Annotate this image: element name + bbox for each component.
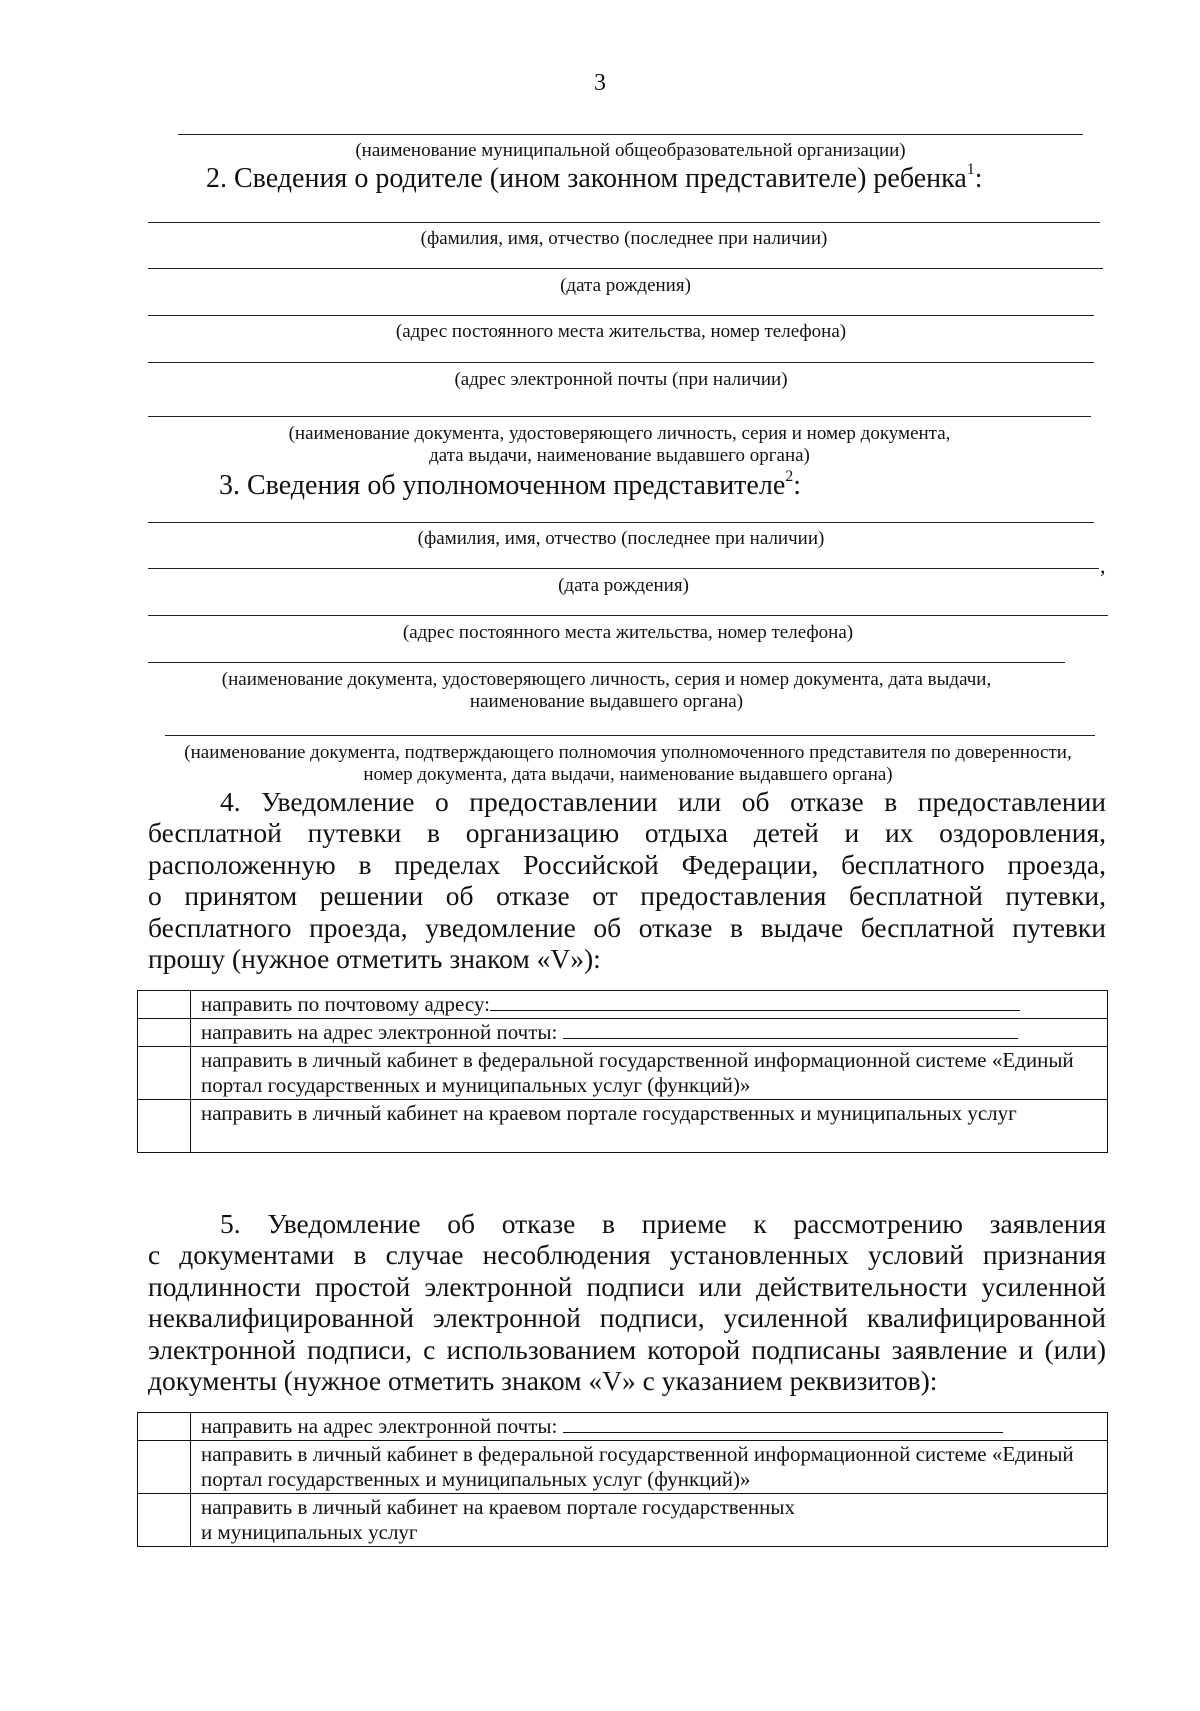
- parent-id-caption-line1: (наименование документа, удостоверяющего личность, серия и номер документа,: [288, 423, 951, 444]
- section5-line: подлинности простой электронной подписи или действительности усиленной: [148, 1270, 1106, 1302]
- section4-line: бесплатной путевки в организацию отдыха детей и их оздоровления,: [148, 817, 1106, 849]
- rep-authority-document-caption: [148, 742, 1108, 786]
- section4-options-table: [137, 990, 1108, 1153]
- section5-line: с документами в случае несоблюдения установленных условий признания: [148, 1239, 1106, 1271]
- checkbox-gosuslugi[interactable]: [138, 1047, 191, 1100]
- option-row-regional-portal: [138, 1494, 1108, 1547]
- rep-id-document-line[interactable]: [148, 662, 1065, 663]
- option-cell: [191, 1494, 1108, 1547]
- option-label-gosuslugi: направить в личный кабинет в федеральной государственной информационной системе «Единый портал государственных и муниципальных услуг (функций)»: [191, 1441, 1108, 1494]
- footnote-mark-2: 2: [785, 468, 794, 485]
- parent-id-document-caption: [148, 423, 1091, 467]
- checkbox-gosuslugi[interactable]: [138, 1441, 191, 1494]
- parent-dob-caption: (дата рождения): [560, 275, 691, 296]
- rep-authority-caption-line1: (наименование документа, подтверждающего полномочия уполномоченного представителя по доверенности,: [184, 742, 1072, 763]
- section2-colon: :: [974, 163, 983, 194]
- option-row-gosuslugi: [138, 1047, 1108, 1100]
- option-label-email: направить на адрес электронной почты:: [201, 1414, 558, 1438]
- option-label-email: направить на адрес электронной почты:: [201, 1020, 558, 1044]
- rep-authority-caption-line2: номер документа, дата выдачи, наименование выдавшего органа): [363, 764, 893, 785]
- email-address-field[interactable]: [563, 1414, 1003, 1433]
- parent-email-caption: (адрес электронной почты (при наличии): [454, 369, 788, 390]
- rep-dob-comma: ,: [1100, 553, 1106, 578]
- parent-address-line[interactable]: [148, 315, 1094, 316]
- rep-authority-document-line[interactable]: [165, 735, 1095, 736]
- option-label-gosuslugi: направить в личный кабинет в федеральной государственной информационной системе «Единый портал государственных и муниципальных услуг (функций)»: [191, 1047, 1108, 1100]
- checkbox-regional-portal[interactable]: [138, 1494, 191, 1547]
- section4-line: прошу (нужное отметить знаком «V»):: [148, 943, 601, 975]
- parent-id-caption-line2: дата выдачи, наименование выдавшего органа): [429, 445, 810, 466]
- org-name-line[interactable]: [178, 134, 1083, 135]
- org-name-caption: (наименование муниципальной общеобразовательной организации): [355, 140, 906, 161]
- parent-dob-line[interactable]: [148, 268, 1103, 269]
- footnote-mark-1: 1: [966, 161, 975, 178]
- parent-address-caption: (адрес постоянного места жительства, номер телефона): [395, 321, 847, 342]
- section5-options-table: [137, 1412, 1108, 1547]
- section2-heading: [206, 163, 983, 195]
- section3-heading: [219, 470, 801, 502]
- option-cell: [191, 1019, 1108, 1047]
- section3-colon: :: [793, 470, 802, 501]
- option-row-gosuslugi: [138, 1441, 1108, 1494]
- section4-paragraph: [148, 786, 1106, 974]
- option-label-regional-portal: направить в личный кабинет на краевом портале государственных и муниципальных услуг: [191, 1100, 1108, 1153]
- checkbox-email[interactable]: [138, 1413, 191, 1441]
- section5-line: документы (нужное отметить знаком «V» с указанием реквизитов):: [148, 1365, 938, 1397]
- checkbox-postal[interactable]: [138, 991, 191, 1019]
- section5-paragraph: [148, 1208, 1106, 1396]
- parent-email-line[interactable]: [148, 362, 1094, 363]
- rep-fio-caption: (фамилия, имя, отчество (последнее при наличии): [417, 528, 825, 549]
- option-label-regional-portal-line1: направить в личный кабинет на краевом портале государственных: [201, 1495, 795, 1519]
- section3-title: 3. Сведения об уполномоченном представителе: [219, 470, 786, 501]
- section4-line: 4. Уведомление о предоставлении или об отказе в предоставлении: [220, 786, 1106, 817]
- section5-line: 5. Уведомление об отказе в приеме к рассмотрению заявления: [220, 1208, 1106, 1239]
- option-row-postal: [138, 991, 1108, 1019]
- checkbox-regional-portal[interactable]: [138, 1100, 191, 1153]
- option-label-regional-portal-line2: и муниципальных услуг: [201, 1520, 418, 1544]
- option-row-email: [138, 1019, 1108, 1047]
- rep-id-caption-line1: (наименование документа, удостоверяющего личность, серия и номер документа, дата выдачи,: [221, 669, 992, 690]
- section4-line: о принятом решении об отказе от предоставления бесплатной путевки,: [148, 880, 1106, 912]
- email-address-field[interactable]: [563, 1020, 1018, 1039]
- checkbox-email[interactable]: [138, 1019, 191, 1047]
- page-number: 3: [594, 70, 606, 96]
- option-cell: [191, 991, 1108, 1019]
- section4-line: расположенную в пределах Российской Федерации, бесплатного проезда,: [148, 848, 1106, 880]
- rep-address-line[interactable]: [148, 615, 1108, 616]
- section2-title: 2. Сведения о родителе (ином законном представителе) ребенка: [206, 163, 967, 194]
- parent-fio-caption: (фамилия, имя, отчество (последнее при наличии): [420, 228, 828, 249]
- option-cell: [191, 1413, 1108, 1441]
- rep-id-caption-line2: наименование выдавшего органа): [469, 691, 744, 712]
- option-row-email: [138, 1413, 1108, 1441]
- parent-id-document-line[interactable]: [148, 416, 1091, 417]
- rep-fio-line[interactable]: [148, 522, 1094, 523]
- rep-address-caption: (адрес постоянного места жительства, номер телефона): [402, 622, 854, 643]
- section5-line: неквалифицированной электронной подписи, усиленной квалифицированной: [148, 1302, 1106, 1334]
- postal-address-field[interactable]: [490, 992, 1020, 1011]
- rep-id-document-caption: [148, 669, 1065, 713]
- parent-fio-line[interactable]: [148, 222, 1100, 223]
- rep-dob-caption: (дата рождения): [558, 575, 689, 596]
- rep-dob-line[interactable]: [148, 568, 1099, 569]
- section5-line: электронной подписи, с использованием которой подписаны заявление и (или): [148, 1333, 1106, 1365]
- option-label-postal: направить по почтовому адресу:: [201, 992, 491, 1016]
- option-row-regional-portal: [138, 1100, 1108, 1153]
- section4-line: бесплатного проезда, уведомление об отказе в выдаче бесплатной путевки: [148, 911, 1106, 943]
